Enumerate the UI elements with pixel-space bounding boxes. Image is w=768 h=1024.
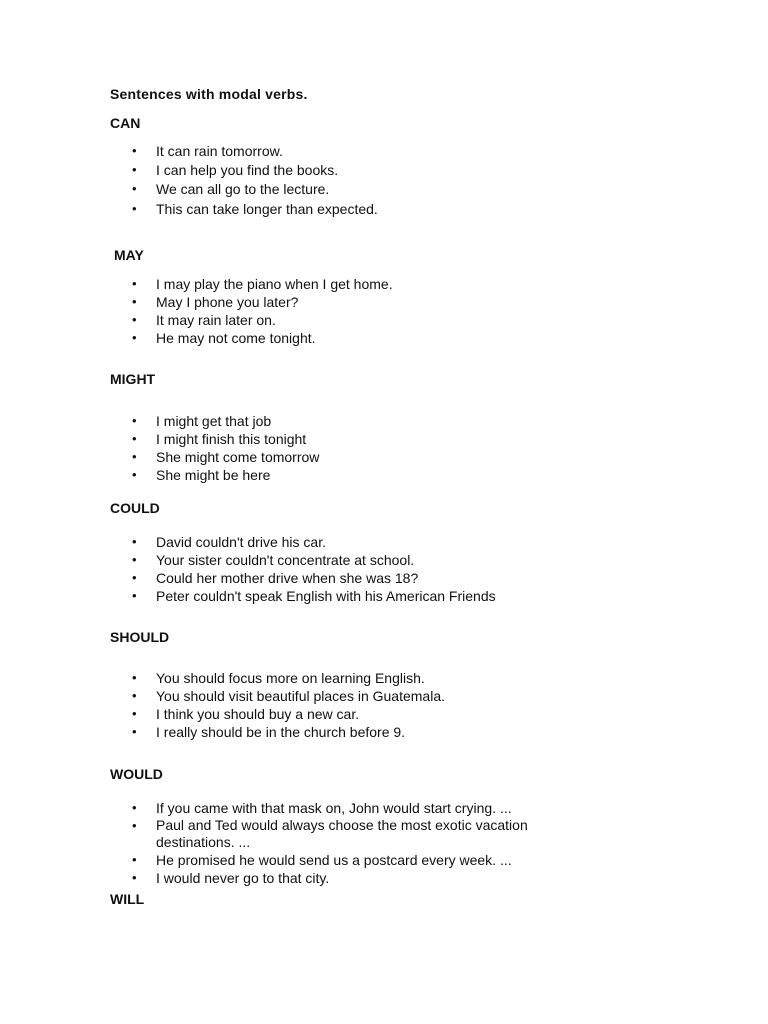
section-heading-could: COULD (110, 500, 160, 516)
section-list-would (132, 799, 576, 887)
section-list-might (132, 412, 656, 484)
bullet-icon: • (132, 706, 137, 721)
list-item: • He promised he would send us a postcard every week. ... (132, 852, 512, 868)
section-heading-should: SHOULD (110, 629, 170, 645)
bullet-icon: • (132, 724, 137, 739)
bullet-icon: • (132, 534, 137, 549)
list-item: • David couldn't drive his car. (132, 534, 326, 550)
section-list-could (132, 533, 656, 605)
list-item: • If you came with that mask on, John would start crying. ... (132, 800, 512, 816)
bullet-icon: • (132, 800, 137, 815)
section-list-can (132, 142, 656, 219)
list-item: • She might come tomorrow (132, 449, 320, 465)
bullet-icon: • (132, 670, 137, 685)
list-item: • Peter couldn't speak English with his American Friends (132, 588, 496, 604)
bullet-icon: • (132, 431, 137, 446)
bullet-icon: • (132, 552, 137, 567)
bullet-icon: • (132, 449, 137, 464)
bullet-icon: • (132, 852, 137, 867)
list-item: • I can help you find the books. (132, 162, 339, 178)
section-list-may (132, 275, 656, 347)
bullet-icon: • (132, 570, 137, 585)
list-item: • I might get that job (132, 413, 272, 429)
list-item: • Paul and Ted would always choose the most exotic vacation destinations. ... (132, 817, 528, 850)
list-item: • Your sister couldn't concentrate at school. (132, 552, 415, 568)
list-item: • It can rain tomorrow. (132, 143, 283, 159)
section-heading-can: CAN (110, 115, 141, 131)
section-heading-may: MAY (114, 247, 144, 263)
list-item: • I would never go to that city. (132, 870, 330, 886)
bullet-icon: • (132, 413, 137, 428)
list-item: • It may rain later on. (132, 312, 276, 328)
bullet-icon: • (132, 181, 137, 196)
section-heading-will: WILL (110, 891, 145, 907)
list-item: • This can take longer than expected. (132, 201, 378, 217)
bullet-icon: • (132, 688, 137, 703)
bullet-icon: • (132, 201, 137, 216)
section-heading-would: WOULD (110, 766, 163, 782)
list-item: • I might finish this tonight (132, 431, 307, 447)
list-item: • She might be here (132, 467, 271, 483)
list-item: • I think you should buy a new car. (132, 706, 360, 722)
bullet-icon: • (132, 312, 137, 327)
bullet-icon: • (132, 818, 137, 833)
bullet-icon: • (132, 143, 137, 158)
bullet-icon: • (132, 330, 137, 345)
bullet-icon: • (132, 294, 137, 309)
bullet-icon: • (132, 870, 137, 885)
bullet-icon: • (132, 162, 137, 177)
bullet-icon: • (132, 276, 137, 291)
list-item: • We can all go to the lecture. (132, 181, 330, 197)
list-item: • You should focus more on learning English. (132, 670, 425, 686)
document-title: Sentences with modal verbs. (110, 86, 308, 102)
section-list-should (132, 669, 656, 741)
bullet-icon: • (132, 588, 137, 603)
list-item: • You should visit beautiful places in Guatemala. (132, 688, 445, 704)
bullet-icon: • (132, 467, 137, 482)
list-item: • I may play the piano when I get home. (132, 276, 393, 292)
list-item: • Could her mother drive when she was 18? (132, 570, 419, 586)
section-heading-might: MIGHT (110, 371, 156, 387)
list-item: • I really should be in the church before 9. (132, 724, 406, 740)
list-item: • May I phone you later? (132, 294, 299, 310)
list-item: • He may not come tonight. (132, 330, 316, 346)
